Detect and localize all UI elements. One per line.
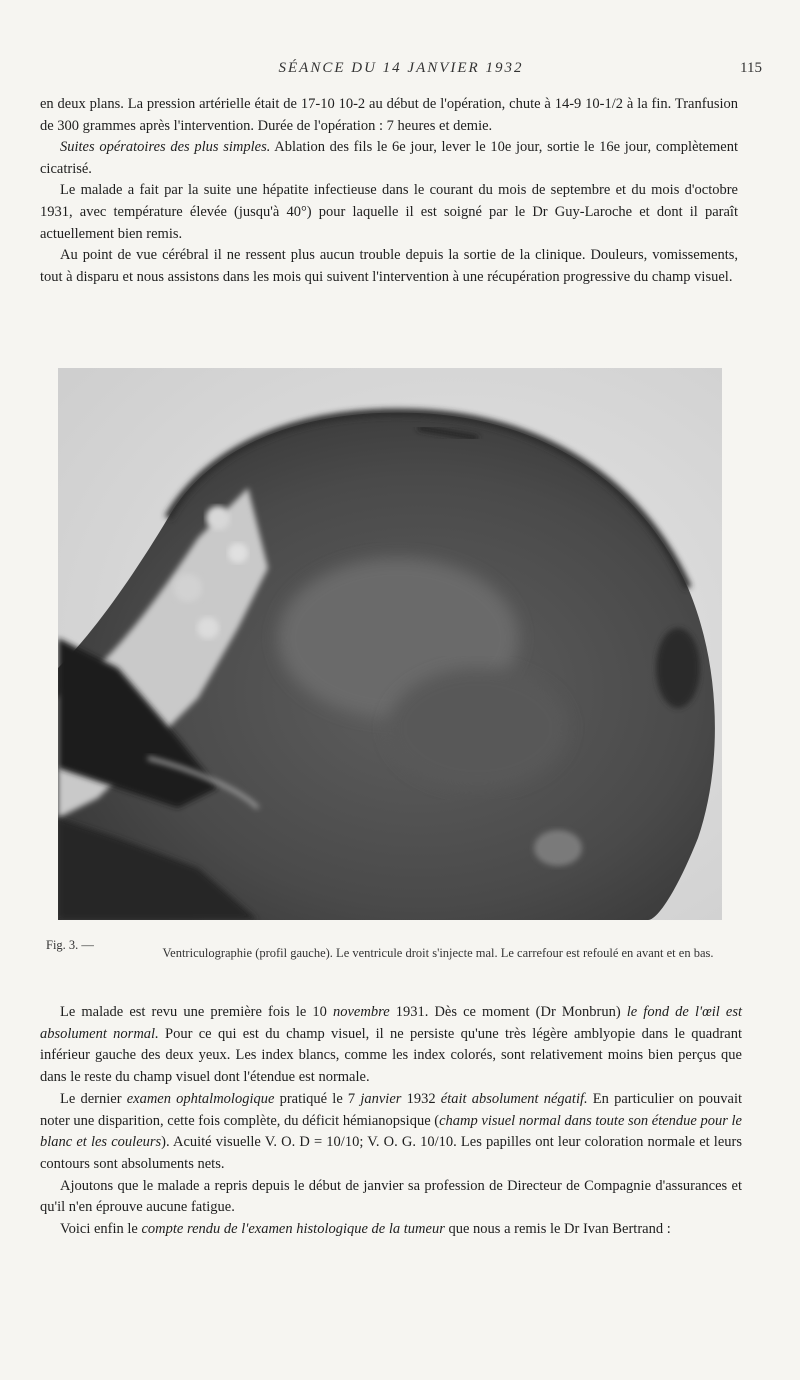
postoperative-heading: Suites opératoires des plus simples. [60, 139, 271, 156]
ventriculography-image [58, 368, 722, 920]
exam-result: était absolument négatif. [440, 1090, 588, 1107]
followup-text-c: Pour ce qui est du champ visuel, il ne persiste qu'une très légère amblyopie dans le quadrant inférieur gauche des deux yeux. Les index blancs, comme les index colorés, sont relativement moins bien perçus que dans le reste du champ visuel dont l'étendue est normale. [40, 1025, 742, 1086]
running-title: SÉANCE DU 14 JANVIER 1932 [278, 60, 524, 76]
followup-text-b: 1931. Dès ce moment (Dr Monbrun) [389, 1004, 627, 1020]
paragraph-hepatitis: Le malade a fait par la suite une hépatite infectieuse dans le courant du mois de septembre et du mois d'octobre 1931, avec température élevée (jusqu'à 40°) pour laquelle il est soigné par le Dr Guy-Laroche et dont il paraît actuellement bien remis. [40, 182, 738, 242]
exam-text-e: ). Acuité visuelle V. O. D = 10/10; V. O. G. 10/10. Les papilles ont leur coloration normale et leurs contours sont absoluments nets. [40, 1134, 742, 1172]
xray-figure [58, 368, 722, 920]
paragraph-last-exam [40, 1089, 742, 1176]
body-text-top [40, 94, 738, 288]
exam-field-note: champ visuel normal dans toute son étendue pour le blanc et les couleurs [40, 1112, 742, 1151]
figure-label: Fig. 3. — [46, 938, 94, 952]
exam-text-c: 1932 [401, 1090, 441, 1107]
exam-text-d: En particulier on pouvait noter une disparition, cette fois complète, du déficit hémianopsique ( [40, 1090, 742, 1129]
figure-caption-text: Ventriculographie (profil gauche). Le ventricule droit s'injecte mal. Le carrefour est refoulé en avant et en bas. [162, 946, 714, 960]
exam-term: examen ophtalmologique [126, 1090, 275, 1107]
exam-month: janvier [360, 1090, 402, 1107]
paragraph-postoperative [40, 137, 738, 180]
paragraph-operation-details: en deux plans. La pression artérielle était de 17-10 10-2 au début de l'opération, chute à 14-9 10-1/2 à la fin. Tranfusion de 300 grammes après l'intervention. Durée de l'opération : 7 heures et demie. [40, 96, 738, 134]
running-head [40, 60, 762, 82]
exam-text-a: Le dernier [60, 1090, 127, 1107]
page-number: 115 [740, 60, 762, 76]
paragraph-work: Ajoutons que le malade a repris depuis le début de janvier sa profession de Directeur de Compagnie d'assurances et qu'il n'en éprouve aucune fatigue. [40, 1177, 742, 1216]
postoperative-text: Ablation des fils le 6e jour, lever le 10e jour, sortie le 16e jour, complètement cicatrisé. [40, 139, 738, 177]
paragraph-followup [40, 1002, 742, 1089]
followup-fundus: le fond de l'œil est absolument normal. [40, 1004, 742, 1042]
paragraph-histology [40, 1219, 742, 1241]
followup-month: novembre [333, 1004, 390, 1020]
figure-caption [46, 938, 758, 962]
exam-text-b: pratiqué le 7 [274, 1090, 361, 1107]
paragraph-cerebral: Au point de vue cérébral il ne ressent plus aucun trouble depuis la sortie de la clinique. Douleurs, vomissements, tout à disparu et nous assistons dans les mois qui suivent l'intervention à une récupération progressive du champ visuel. [40, 247, 738, 285]
histology-title: compte rendu de l'examen histologique de la tumeur [141, 1221, 445, 1238]
body-text-bottom [40, 1002, 742, 1241]
histology-text-a: Voici enfin le [60, 1221, 142, 1238]
followup-text-a: Le malade est revu une première fois le 10 [60, 1004, 333, 1020]
histology-text-b: que nous a remis le Dr Ivan Bertrand : [444, 1221, 671, 1238]
